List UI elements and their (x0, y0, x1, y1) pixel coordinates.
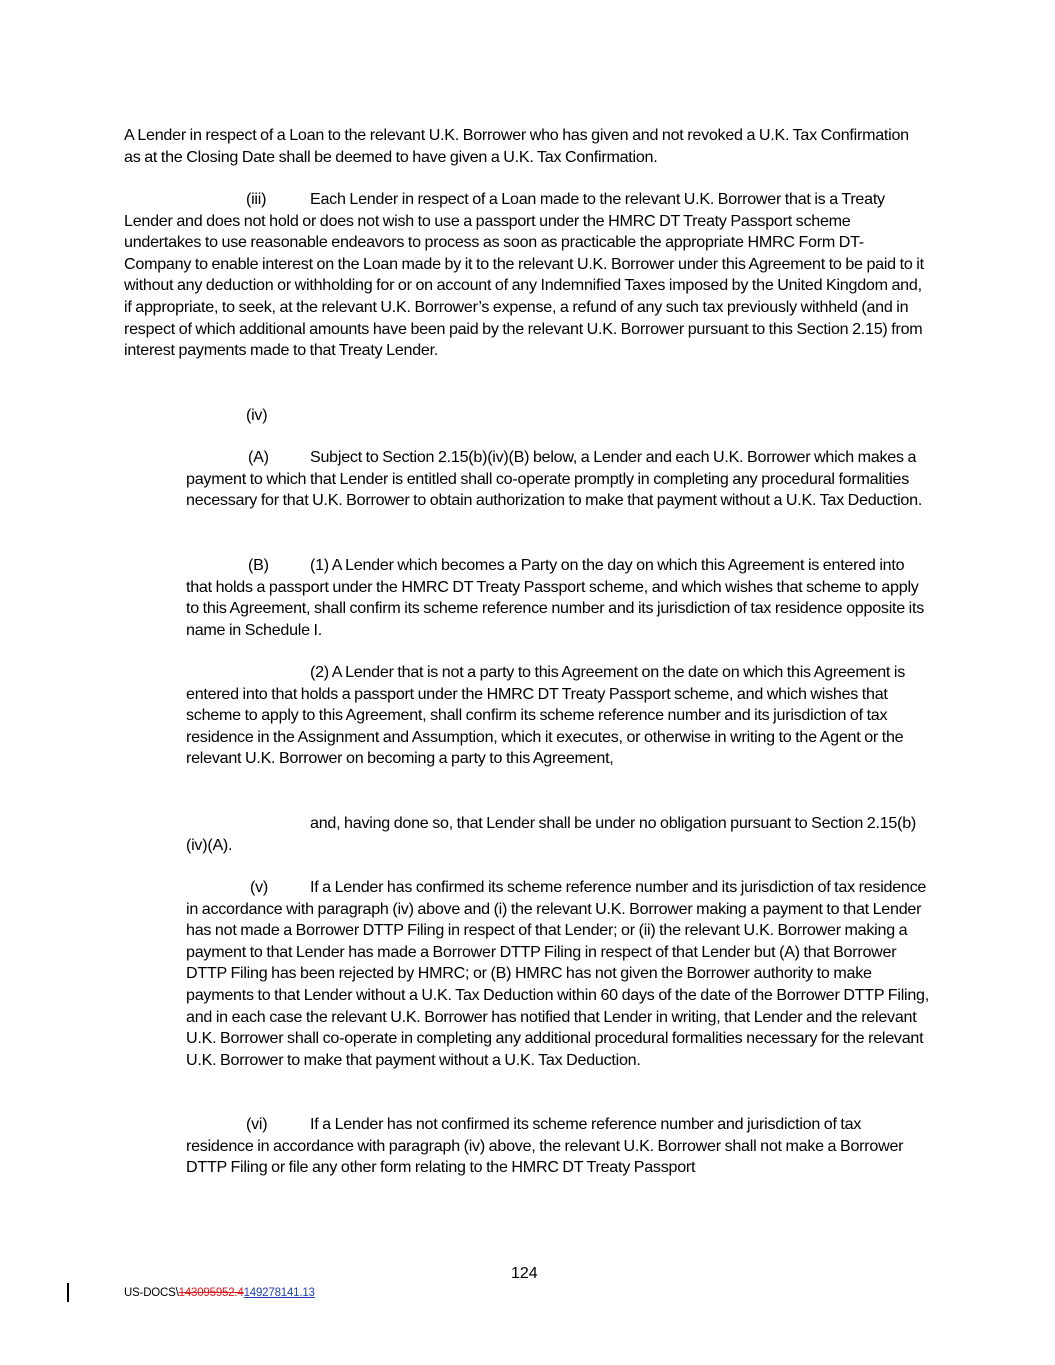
clause-label-iv: (iv) (246, 406, 268, 424)
paragraph-iv-tail: and, having done so, that Lender shall be under no obligation pursuant to Section 2.15(b)(iv)(A). (186, 814, 917, 854)
footer-prefix: US-DOCS\ (124, 1287, 179, 1299)
clause-text-iii: Each Lender in respect of a Loan made to the relevant U.K. Borrower that is a Treaty Lender and does not hold or does not wish to use a passport under the HMRC DT Treaty Passport scheme undertakes to use reasonable endeavors to process as soon as practicable the appropriate HMRC Form DT-Company to enable interest on the Loan made by it to the relevant U.K. Borrower under this Agreement to be paid to it without any deduction or withholding for or on account of any Indemnified Taxes imposed by the United Kingdom and, if appropriate, to seek, at the relevant U.K. Borrower’s expense, a refund of any such tax previously withheld (and in respect of which additional amounts have been paid by the relevant U.K. Borrower pursuant to this Section 2.15) from interest payments made to that Treaty Lender. (124, 190, 924, 360)
page-number: 124 (511, 1265, 538, 1282)
clause-label-iii: (iii) (246, 190, 267, 208)
footer-deleted-id: 143095952.4 (178, 1287, 244, 1299)
document-footer-id (124, 1286, 315, 1300)
paragraph-vi (186, 1114, 931, 1179)
clause-label-vi: (vi) (246, 1115, 268, 1133)
paragraph-v (186, 877, 931, 1071)
paragraph-iv-B (186, 555, 931, 641)
clause-text-v: If a Lender has confirmed its scheme reference number and its jurisdiction of tax residence in accordance with paragraph (iv) above and (i) the relevant U.K. Borrower making a payment to that Lender has not made a Borrower DTTP Filing in respect of that Lender; or (ii) the relevant U.K. Borrower making a payment to that Lender has made a Borrower DTTP Filing in respect of that Lender but (A) that Borrower DTTP Filing has been rejected by HMRC; or (B) HMRC has not given the Borrower authority to make payments to that Lender without a U.K. Tax Deduction within 60 days of the date of the Borrower DTTP Filing, and in each case the relevant U.K. Borrower has notified that Lender in writing, that Lender and the relevant U.K. Borrower shall co-operate in completing any additional procedural formalities necessary for the relevant U.K. Borrower to make that payment without a U.K. Tax Deduction. (186, 878, 929, 1069)
clause-text-A: Subject to Section 2.15(b)(iv)(B) below, a Lender and each U.K. Borrower which makes a payment to which that Lender is entitled shall co-operate promptly in completing any procedural formalities necessary for that U.K. Borrower to obtain authorization to make that payment without a U.K. Tax Deduction. (186, 448, 923, 510)
paragraph-iv-A (186, 447, 931, 512)
footer-inserted-id: 149278141.13 (243, 1287, 315, 1299)
clause-text-vi: If a Lender has not confirmed its scheme reference number and jurisdiction of tax residence in accordance with paragraph (iv) above, the relevant U.K. Borrower shall not make a Borrower DTTP Filing or file any other form relating to the HMRC DT Treaty Passport (186, 1115, 904, 1177)
revision-change-bar (67, 1283, 69, 1302)
paragraph-lender-confirmation: A Lender in respect of a Loan to the relevant U.K. Borrower who has given and not revoked a U.K. Tax Confirmation as at the Closing Date shall be deemed to have given a U.K. Tax Confirmation. (124, 126, 909, 166)
clause-label-A: (A) (248, 448, 269, 466)
paragraph-iv-B2: (2) A Lender that is not a party to this Agreement on the date on which this Agreement is entered into that holds a passport under the HMRC DT Treaty Passport scheme, and which wishes that scheme to apply to this Agreement, shall confirm its scheme reference number and its jurisdiction of tax residence in the Assignment and Assumption, which it executes, or otherwise in writing to the Agent or the relevant U.K. Borrower on becoming a party to this Agreement, (186, 663, 905, 768)
clause-text-B1: (1) A Lender which becomes a Party on the day on which this Agreement is entered into that holds a passport under the HMRC DT Treaty Passport scheme, and which wishes that scheme to apply to this Agreement, shall confirm its scheme reference number and its jurisdiction of tax residence opposite its name in Schedule I. (186, 556, 925, 639)
paragraph-iii (124, 189, 929, 362)
clause-label-B: (B) (248, 556, 269, 574)
clause-label-v: (v) (250, 878, 269, 896)
